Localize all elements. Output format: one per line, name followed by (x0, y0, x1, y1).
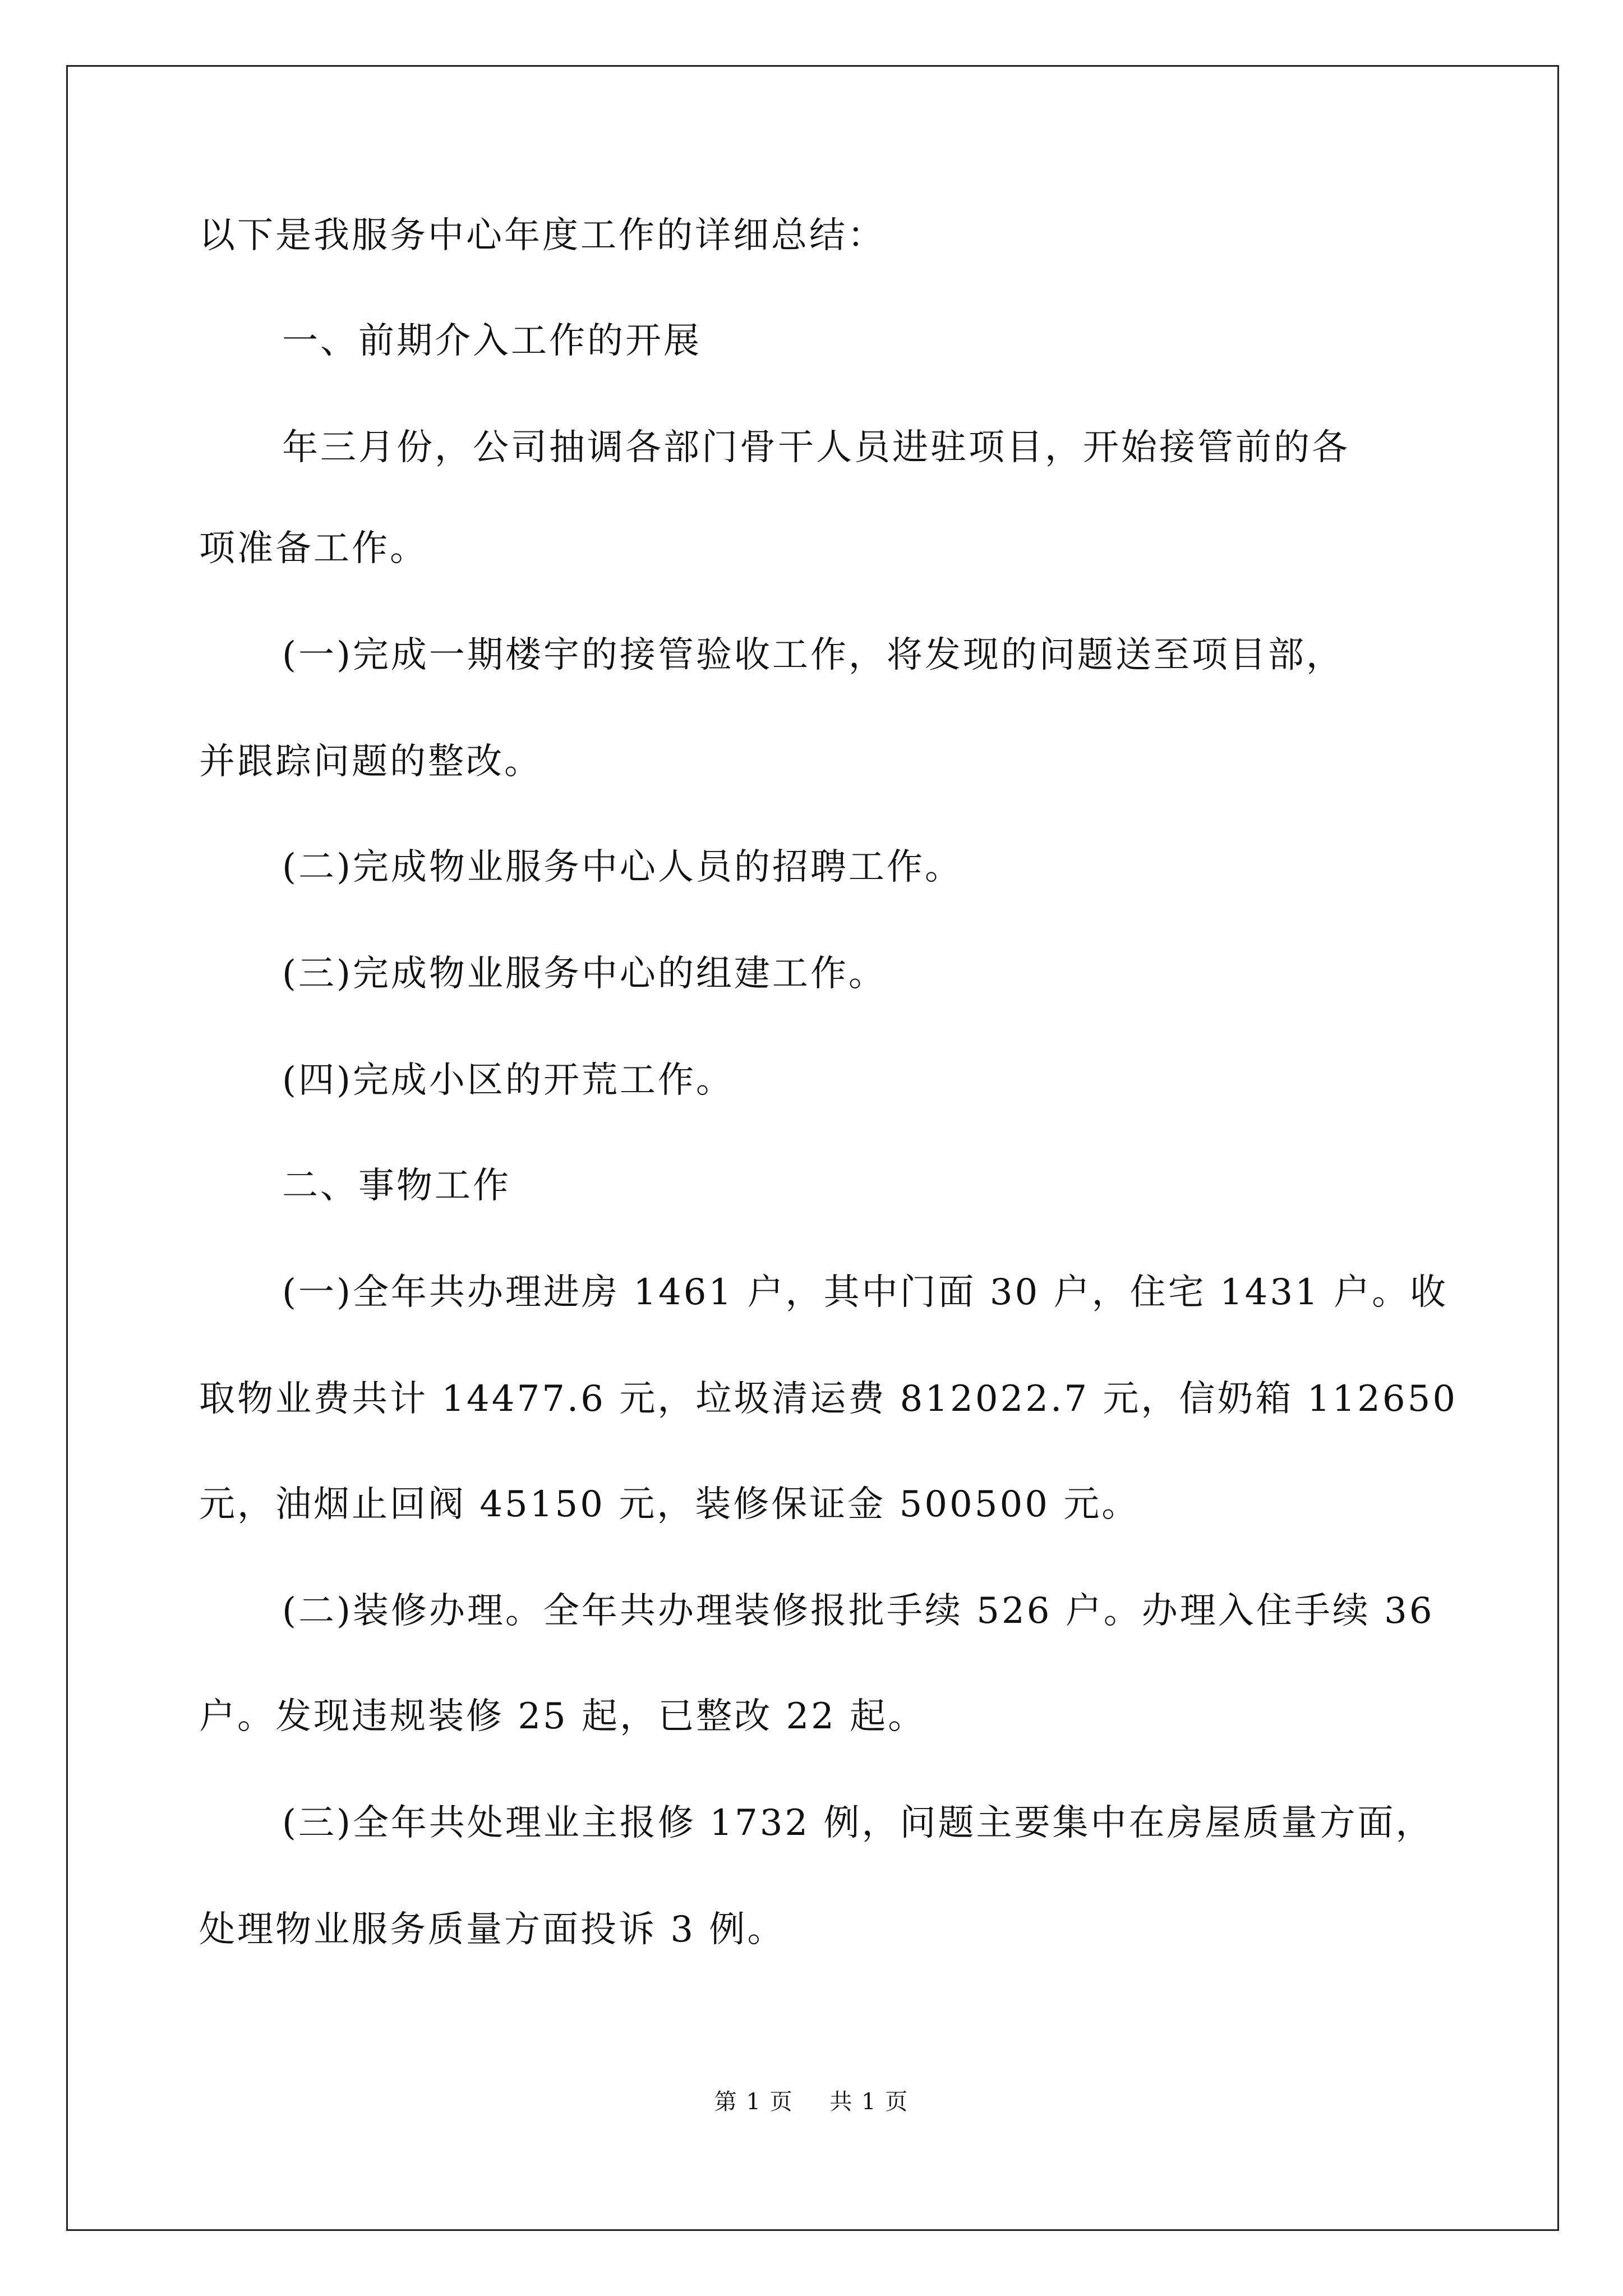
paragraph-line: (四)完成小区的开荒工作。 (282, 1060, 734, 1101)
paragraph-line: (一)完成一期楼宇的接管验收工作，将发现的问题送至项目部， (282, 634, 1344, 676)
paragraph-line: 项准备工作。 (199, 528, 428, 569)
page-footer (0, 2088, 1623, 2116)
section-heading: 二、事物工作 (282, 1165, 511, 1207)
paragraph-line: 处理物业服务质量方面投诉 3 例。 (199, 1909, 786, 1950)
paragraph-line: 并跟踪问题的整改。 (199, 741, 542, 783)
paragraph-line: (一)全年共办理进房 1461 户，其中门面 30 户，住宅 1431 户。收 (282, 1272, 1449, 1313)
page-total: 共 1 页 (829, 2089, 909, 2115)
page-number: 第 1 页 (714, 2089, 794, 2115)
paragraph-line: 年三月份，公司抽调各部门骨干人员进驻项目，开始接管前的各 (282, 427, 1350, 468)
paragraph-line: 取物业费共计 14477.6 元，垃圾清运费 812022.7 元，信奶箱 112650 (199, 1378, 1458, 1420)
page-border (66, 65, 1559, 2231)
paragraph-line: 户。发现违规装修 25 起，已整改 22 起。 (199, 1696, 926, 1737)
paragraph-line: (二)装修办理。全年共办理装修报批手续 526 户。办理入住手续 36 (282, 1590, 1435, 1632)
paragraph-line: (三)完成物业服务中心的组建工作。 (282, 953, 887, 995)
paragraph-line: (二)完成物业服务中心人员的招聘工作。 (282, 846, 963, 888)
paragraph-line: (三)全年共处理业主报修 1732 例，问题主要集中在房屋质量方面， (282, 1802, 1434, 1844)
paragraph-line: 元，油烟止回阀 45150 元，装修保证金 500500 元。 (199, 1484, 1140, 1525)
intro-line: 以下是我服务中心年度工作的详细总结： (199, 215, 886, 256)
section-heading: 一、前期介入工作的开展 (282, 320, 702, 362)
